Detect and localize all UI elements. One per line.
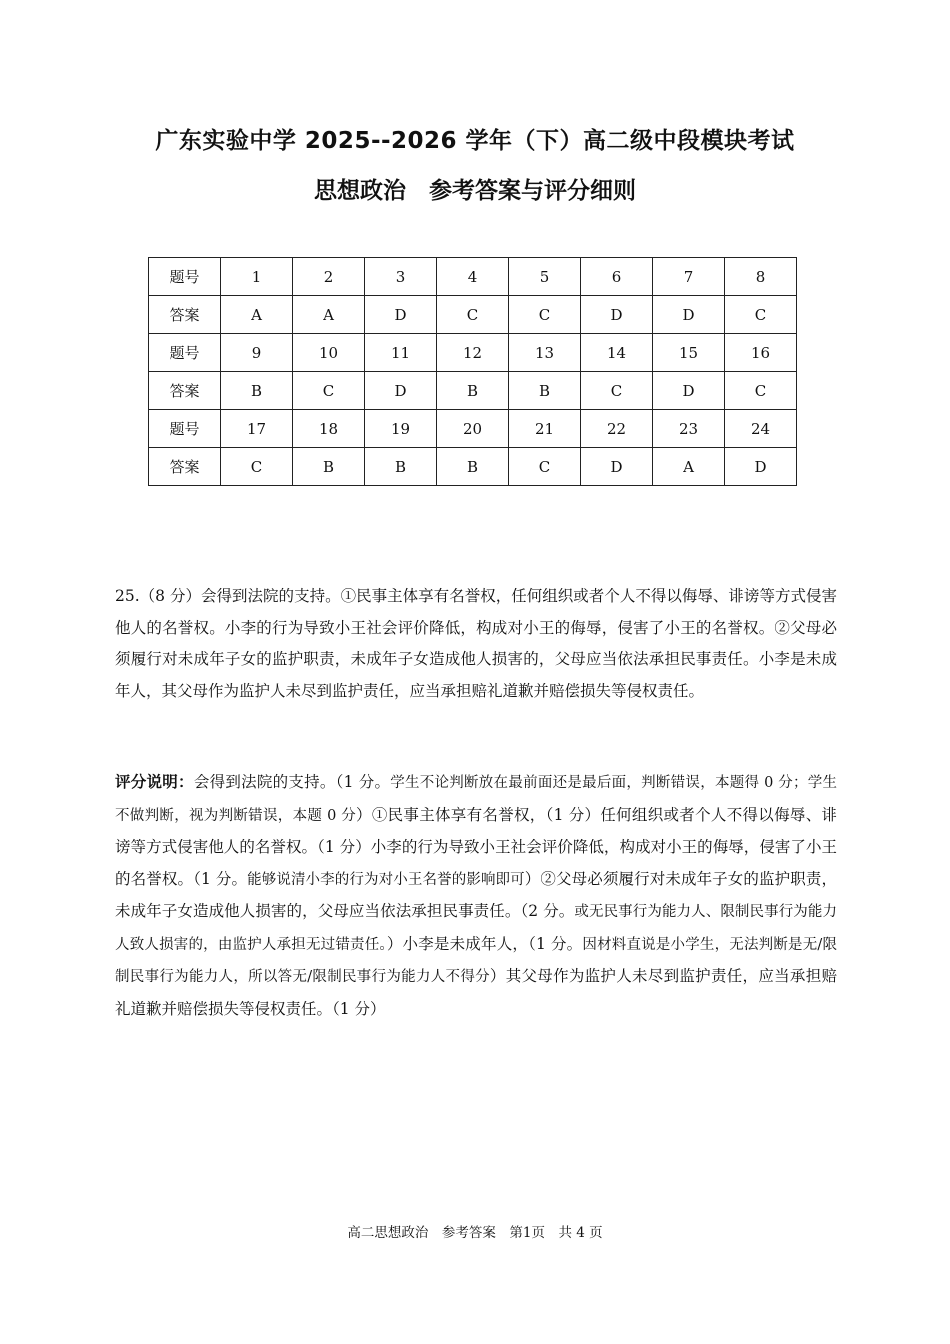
table-cell: 9 bbox=[221, 334, 293, 372]
table-cell: 4 bbox=[437, 258, 509, 296]
page-footer: 高二思想政治 参考答案 第1页 共 4 页 bbox=[347, 1225, 603, 1241]
row-header-cell: 答案 bbox=[149, 372, 221, 410]
scoring-segment: ）①民事主体享有名誉权，（1 分）任何组织或者个人不得以侮辱、诽谤等方式侵害他人的名誉权。（1 分）小李的行为导致小王社会评价降低，构成对小王的侮辱，侵害了小王的名誉权。（1 分。 bbox=[115, 805, 837, 888]
table-cell: 19 bbox=[365, 410, 437, 448]
question-25-answer: 25.（8 分）会得到法院的支持。①民事主体享有名誉权，任何组织或者个人不得以侮辱、诽谤等方式侵害他人的名誉权。小李的行为导致小王社会评价降低，构成对小王的侮辱，侵害了小王的名誉权。②父母必须履行对未成年子女的监护职责，未成年子女造成他人损害的，父母应当依法承担民事责任。小李是未成年人，其父母作为监护人未尽到监护责任，应当承担赔礼道歉并赔偿损失等侵权责任。 bbox=[115, 587, 837, 700]
table-row bbox=[149, 334, 797, 372]
table-cell: D bbox=[653, 372, 725, 410]
scoring-note: 能够说清小李的行为对小王名誉的影响即可 bbox=[247, 871, 525, 888]
table-cell: A bbox=[293, 296, 365, 334]
scoring-lead: 评分说明： bbox=[115, 773, 194, 791]
row-header-cell: 题号 bbox=[149, 258, 221, 296]
table-cell: 6 bbox=[581, 258, 653, 296]
table-cell: 13 bbox=[509, 334, 581, 372]
table-cell: B bbox=[365, 448, 437, 486]
scoring-note: 学生不论判断放在最前面还是最后面，判断错误，本题得 0 分；学生不做判断，视为判断错误，本题 0 分 bbox=[115, 775, 837, 824]
scoring-segment: ）②父母必须履行对未成年子女的监护职责，未成年子女造成他人损害的，父母应当依法承担民事责任。（2 分。 bbox=[115, 869, 837, 920]
table-cell: 14 bbox=[581, 334, 653, 372]
scoring-note: 或无民事行为能力人、限制民事行为能力人致人损害的，由监护人承担无过错责任。 bbox=[115, 904, 837, 953]
scoring-notes bbox=[115, 767, 837, 1025]
table-cell: D bbox=[581, 448, 653, 486]
table-cell: 2 bbox=[293, 258, 365, 296]
table-cell: C bbox=[725, 372, 797, 410]
table-row bbox=[149, 258, 797, 296]
table-cell: B bbox=[509, 372, 581, 410]
table-cell: 22 bbox=[581, 410, 653, 448]
row-header-cell: 答案 bbox=[149, 448, 221, 486]
table-cell: 16 bbox=[725, 334, 797, 372]
exam-subtitle: 思想政治 参考答案与评分细则 bbox=[314, 178, 636, 204]
table-cell: 8 bbox=[725, 258, 797, 296]
table-cell: D bbox=[365, 372, 437, 410]
table-cell: 21 bbox=[509, 410, 581, 448]
table-cell: 12 bbox=[437, 334, 509, 372]
table-cell: 1 bbox=[221, 258, 293, 296]
table-cell: D bbox=[725, 448, 797, 486]
row-header-cell: 题号 bbox=[149, 410, 221, 448]
table-cell: 15 bbox=[653, 334, 725, 372]
scoring-note: 因材料直说是小学生，无法判断是无/限制民事行为能力人，所以答无/限制民事行为能力人不得分 bbox=[115, 936, 837, 985]
scoring-segment: ）小李是未成年人，（1 分。 bbox=[386, 934, 583, 953]
exam-title: 广东实验中学 2025--2026 学年（下）高二级中段模块考试 bbox=[155, 128, 795, 154]
table-cell: D bbox=[581, 296, 653, 334]
table-cell: C bbox=[221, 448, 293, 486]
table-cell: C bbox=[509, 296, 581, 334]
table-row bbox=[149, 296, 797, 334]
scoring-segment: ）其父母作为监护人未尽到监护责任，应当承担赔礼道歉并赔偿损失等侵权责任。（1 分） bbox=[115, 967, 837, 1018]
scoring-segment: 会得到法院的支持。（1 分。 bbox=[193, 773, 391, 791]
table-cell: 10 bbox=[293, 334, 365, 372]
table-cell: B bbox=[293, 448, 365, 486]
table-cell: C bbox=[293, 372, 365, 410]
table-cell: 11 bbox=[365, 334, 437, 372]
table-cell: 3 bbox=[365, 258, 437, 296]
table-cell: 18 bbox=[293, 410, 365, 448]
table-cell: 7 bbox=[653, 258, 725, 296]
table-cell: 23 bbox=[653, 410, 725, 448]
table-cell: B bbox=[221, 372, 293, 410]
table-row bbox=[149, 410, 797, 448]
table-cell: B bbox=[437, 448, 509, 486]
table-cell: D bbox=[365, 296, 437, 334]
row-header-cell: 答案 bbox=[149, 296, 221, 334]
table-cell: A bbox=[653, 448, 725, 486]
table-cell: D bbox=[653, 296, 725, 334]
table-row bbox=[149, 372, 797, 410]
table-row bbox=[149, 448, 797, 486]
answer-table bbox=[148, 257, 797, 486]
row-header-cell: 题号 bbox=[149, 334, 221, 372]
table-cell: 17 bbox=[221, 410, 293, 448]
table-cell: C bbox=[581, 372, 653, 410]
table-cell: 5 bbox=[509, 258, 581, 296]
table-cell: 20 bbox=[437, 410, 509, 448]
table-cell: A bbox=[221, 296, 293, 334]
table-cell: C bbox=[437, 296, 509, 334]
table-cell: C bbox=[725, 296, 797, 334]
table-cell: B bbox=[437, 372, 509, 410]
table-cell: 24 bbox=[725, 410, 797, 448]
table-cell: C bbox=[509, 448, 581, 486]
